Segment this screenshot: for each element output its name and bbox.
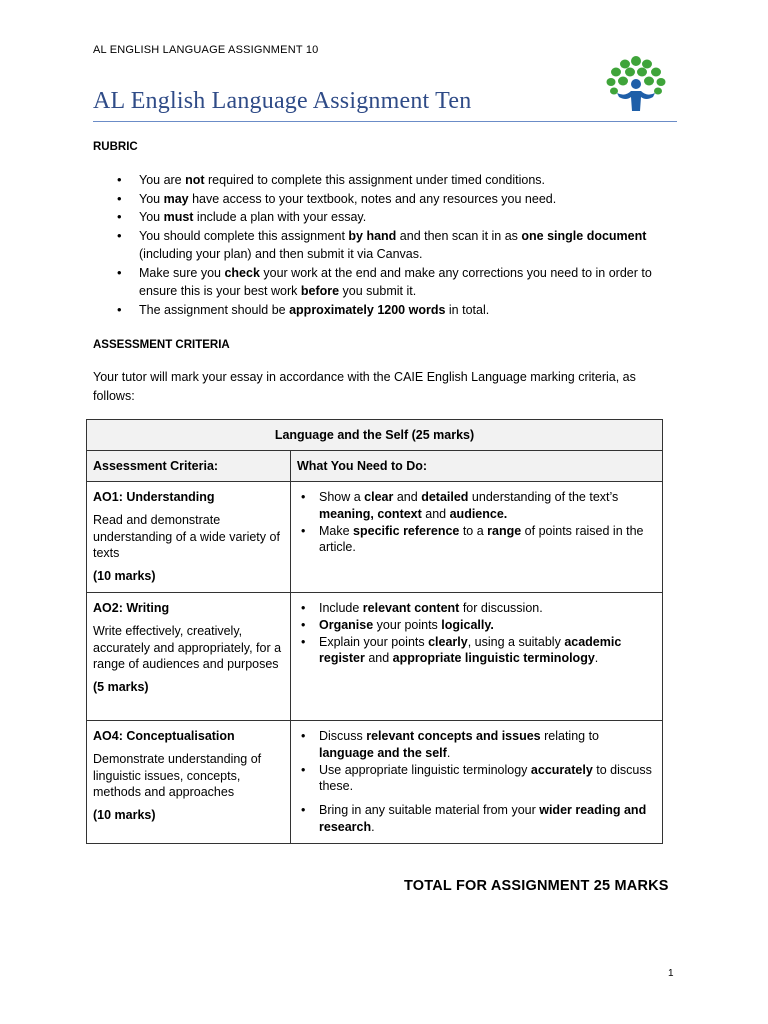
rubric-item: • You must include a plan with your essay. [117, 208, 687, 227]
table-row [87, 482, 663, 593]
criteria-cell [87, 482, 291, 593]
action-item: • Explain your points clearly, using a suitably academic register and appropriate linguistic terminology. [297, 634, 656, 668]
assignment-total: TOTAL FOR ASSIGNMENT 25 MARKS [404, 878, 669, 894]
rubric-item: • The assignment should be approximately 1200 words in total. [117, 301, 687, 320]
criteria-description: Demonstrate understanding of linguistic issues, concepts, methods and approaches [93, 752, 262, 799]
rubric-item: • Make sure you check your work at the end and make any corrections you need to in order to ensure this is your best work before you submit it. [117, 264, 687, 301]
criteria-cell [87, 721, 291, 844]
assessment-intro: Your tutor will mark your essay in accordance with the CAIE English Language marking criteria, as follows: [93, 370, 636, 403]
table-caption: Language and the Self (25 marks) [87, 420, 663, 451]
action-item: • Use appropriate linguistic terminology accurately to discuss these. [297, 762, 656, 796]
actions-cell [291, 482, 663, 593]
tree-person-icon [603, 55, 669, 113]
assessment-heading: ASSESSMENT CRITERIA [93, 339, 230, 351]
action-item: • Show a clear and detailed understanding of the text’s meaning, context and audience. [297, 489, 656, 523]
actions-cell [291, 721, 663, 844]
column-header-criteria: Assessment Criteria: [87, 451, 291, 482]
criteria-marks: (10 marks) [93, 568, 156, 583]
page-title: AL English Language Assignment Ten [93, 88, 472, 114]
criteria-marks: (10 marks) [93, 807, 156, 822]
table-row [87, 721, 663, 844]
criteria-description: Read and demonstrate understanding of a wide variety of texts [93, 513, 280, 560]
criteria-description: Write effectively, creatively, accurately and appropriately, for a range of audiences and purposes [93, 624, 282, 671]
action-list [297, 728, 656, 836]
criteria-marks: (5 marks) [93, 679, 149, 694]
criteria-title: AO4: Conceptualisation [93, 729, 235, 743]
rubric-heading: RUBRIC [93, 141, 138, 153]
page-number: 1 [668, 968, 674, 979]
action-item: • Bring in any suitable material from your wider reading and research. [297, 802, 656, 836]
criteria-cell [87, 593, 291, 721]
action-item: • Organise your points logically. [297, 617, 656, 634]
running-header: AL ENGLISH LANGUAGE ASSIGNMENT 10 [93, 44, 319, 56]
action-item: • Include relevant content for discussion. [297, 600, 656, 617]
title-divider [93, 121, 677, 122]
rubric-item: • You are not required to complete this assignment under timed conditions. [117, 171, 687, 190]
action-item: • Discuss relevant concepts and issues relating to language and the self. [297, 728, 656, 762]
rubric-item: • You may have access to your textbook, notes and any resources you need. [117, 190, 687, 209]
rubric-item: • You should complete this assignment by hand and then scan it in as one single document (including your plan) and then submit it via Canvas. [117, 227, 687, 264]
table-row [87, 593, 663, 721]
rubric-list [117, 171, 687, 319]
action-list [297, 600, 656, 667]
column-header-actions: What You Need to Do: [291, 451, 663, 482]
criteria-title: AO2: Writing [93, 601, 170, 615]
criteria-title: AO1: Understanding [93, 490, 215, 504]
action-item: • Make specific reference to a range of points raised in the article. [297, 523, 656, 557]
assessment-criteria-table [86, 419, 663, 844]
actions-cell [291, 593, 663, 721]
action-list [297, 489, 656, 556]
